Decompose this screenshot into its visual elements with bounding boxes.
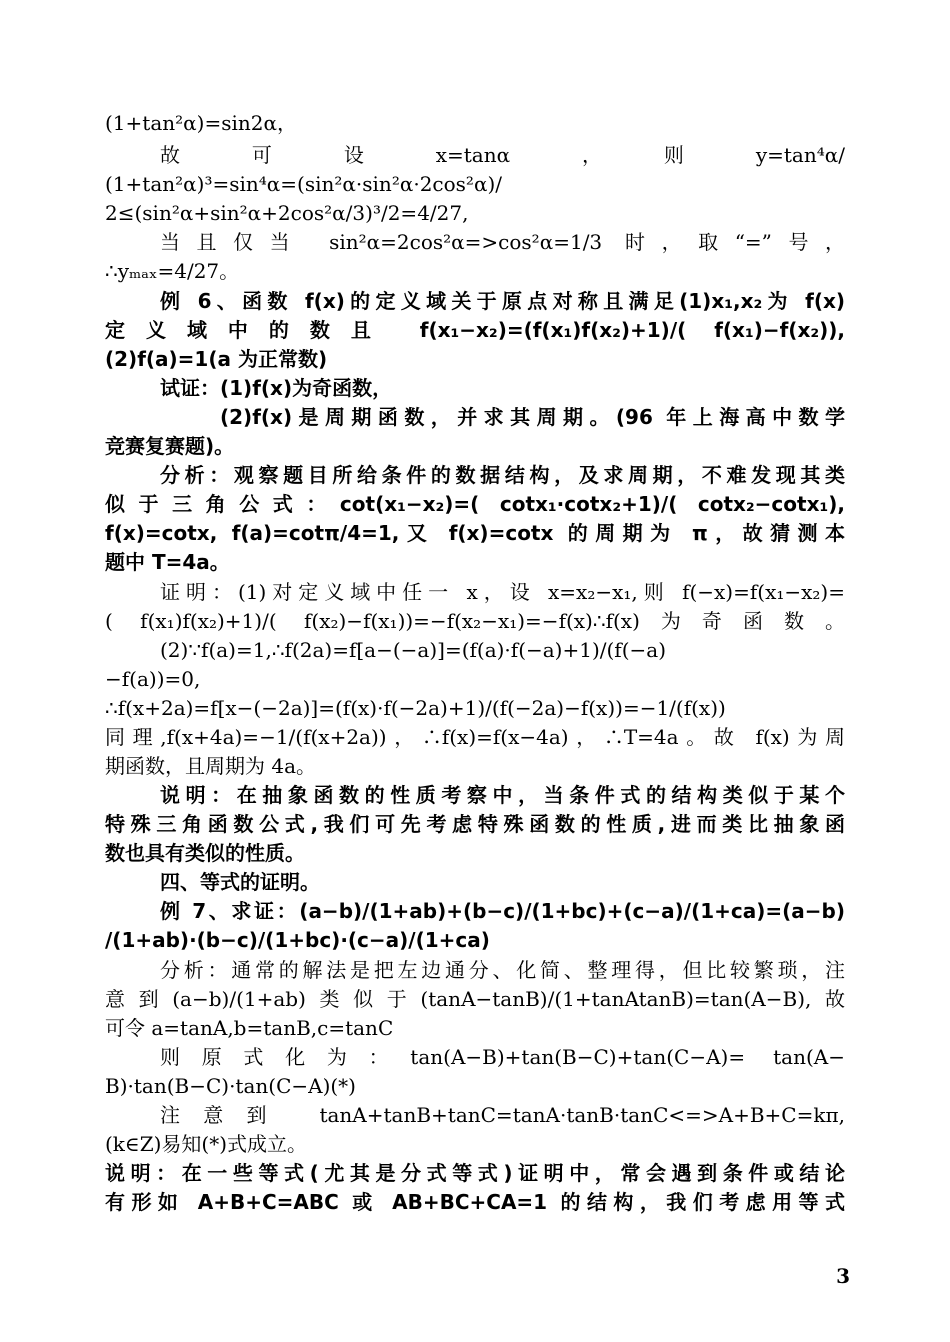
text-line: 当且仅当 sin²α=2cos²α=>cos²α=1/3 时，取“=”号， (160, 230, 845, 254)
text-line: 意到(a−b)/(1+ab)类似于(tanA−tanB)/(1+tanAtanB)=tan(A−B),故 (105, 987, 845, 1011)
text-line: (2)f(x)是周期函数，并求其周期。(96 年上海高中数学 (220, 405, 845, 429)
text-line: B)·tan(B−C)·tan(C−A)(*) (105, 1074, 356, 1098)
text-line: ( f(x₁)f(x₂)+1)/( f(x₂)−f(x₁))=−f(x₂−x₁)=−f(x)∴f(x)为奇函数。 (105, 609, 845, 633)
text-line: 竞赛复赛题)。 (105, 434, 235, 458)
text-line: (1+tan²α)=sin2α， (105, 111, 297, 135)
example-6-heading: 例 6、函数 f(x)的定义域关于原点对称且满足(1)x₁,x₂为 f(x) (160, 289, 845, 313)
text-line: 试证：(1)f(x)为奇函数， (160, 376, 393, 400)
text-line: 期函数，且周期为 4a。 (105, 754, 317, 778)
section-heading: 四、等式的证明。 (160, 870, 320, 894)
note-paragraph: 说明：在抽象函数的性质考察中，当条件式的结构类似于某个 (160, 783, 845, 807)
text-line: 似于三角公式：cot(x₁−x₂)=( cotx₁·cotx₂+1)/( cotx₂−cotx₁), (105, 492, 845, 516)
note-paragraph: 说明：在一些等式(尤其是分式等式)证明中，常会遇到条件或结论 (105, 1161, 845, 1185)
proof-paragraph: 证明：(1)对定义域中任一 x，设 x=x₂−x₁,则 f(−x)=f(x₁−x₂)= (160, 580, 845, 604)
text-line: (1+tan²α)³=sin⁴α=(sin²α·sin²α·2cos²α)/ (105, 172, 502, 196)
analysis-paragraph: 分析：通常的解法是把左边通分、化简、整理得，但比较繁琐，注 (160, 958, 845, 982)
example-7-heading: 例 7、求证：(a−b)/(1+ab)+(b−c)/(1+bc)+(c−a)/(1+ca)=(a−b) (160, 899, 845, 923)
text-line: 有形如 A+B+C=ABC 或 AB+BC+CA=1 的结构，我们考虑用等式 (105, 1190, 845, 1214)
text-line: 同理,f(x+4a)=−1/(f(x+2a))，∴f(x)=f(x−4a)，∴T=4a。故 f(x)为周 (105, 725, 845, 749)
text-line: f(x)=cotx, f(a)=cotπ/4=1,又 f(x)=cotx 的周期为 π，故猜测本 (105, 521, 845, 545)
text-line: 故 可 设 x=tanα ， 则 y=tan⁴α/ (160, 143, 845, 167)
text-line: ∴f(x+2a)=f[x−(−2a)]=(f(x)·f(−2a)+1)/(f(−2a)−f(x))=−1/(f(x)) (105, 696, 726, 720)
text-line: (k∈Z)易知(*)式成立。 (105, 1132, 308, 1156)
text-line: 特殊三角函数公式,我们可先考虑特殊函数的性质,进而类比抽象函 (105, 812, 845, 836)
text-line: ∴yₘₐₓ=4/27。 (105, 259, 240, 283)
text-line: (2)f(a)=1(a 为正常数) (105, 347, 328, 371)
text-line: 则原式化为：tan(A−B)+tan(B−C)+tan(C−A)= tan(A− (160, 1045, 845, 1069)
page-number: 3 (836, 1264, 850, 1288)
text-line: 注意到 tanA+tanB+tanC=tanA·tanB·tanC<=>A+B+C=kπ, (160, 1103, 845, 1127)
text-line: /(1+ab)·(b−c)/(1+bc)·(c−a)/(1+ca) (105, 928, 490, 952)
analysis-paragraph: 分析：观察题目所给条件的数据结构，及求周期，不难发现其类 (160, 463, 845, 487)
text-line: 数也具有类似的性质。 (105, 841, 305, 865)
text-line: 2≤(sin²α+sin²α+2cos²α/3)³/2=4/27, (105, 201, 469, 225)
text-line: −f(a))=0, (105, 667, 201, 691)
text-line: 可令 a=tanA,b=tanB,c=tanC (105, 1016, 394, 1040)
text-line: 题中 T=4a。 (105, 550, 230, 574)
text-line: 定义域中的数且 f(x₁−x₂)=(f(x₁)f(x₂)+1)/( f(x₁)−f(x₂)), (105, 318, 845, 342)
text-line: (2)∵f(a)=1,∴f(2a)=f[a−(−a)]=(f(a)·f(−a)+1)/(f(−a) (160, 638, 666, 662)
